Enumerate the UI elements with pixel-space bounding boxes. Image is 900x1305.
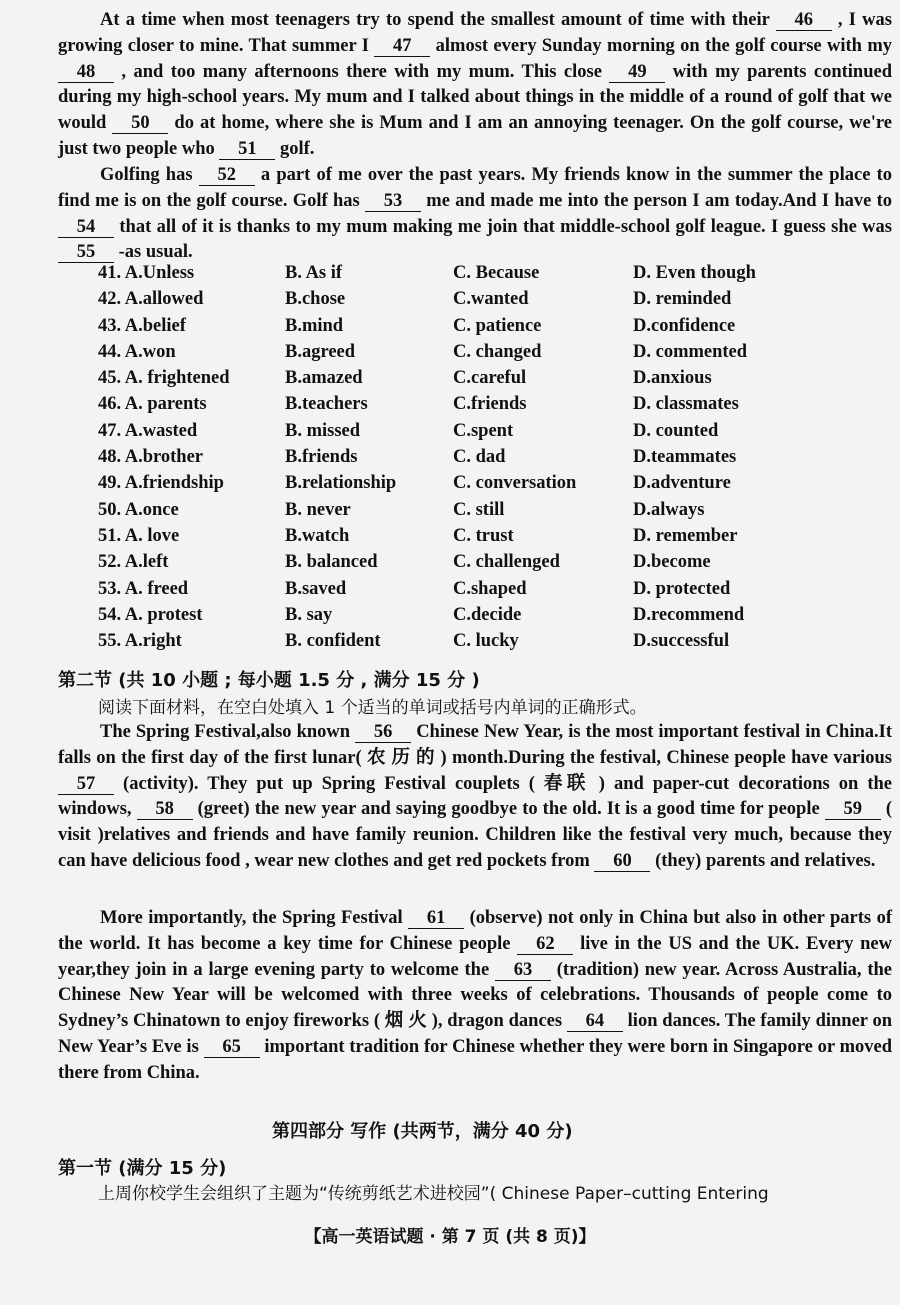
option-choice: C. dad [453, 447, 506, 468]
blank-47: 47 [374, 36, 430, 57]
option-row [98, 421, 858, 447]
blank-63: 63 [495, 960, 551, 981]
option-choice: 52. A.left [98, 552, 169, 573]
option-choice: D. counted [633, 420, 719, 441]
option-choice: D.always [633, 499, 705, 520]
option-choice: D.anxious [633, 368, 712, 389]
blank-53: 53 [365, 191, 421, 212]
option-choice: D.successful [633, 631, 730, 652]
option-choice: D. classmates [633, 394, 739, 415]
section-2-heading: 第二节 (共 10 小题 ; 每小题 1.5 分 , 满分 15 分 ) [58, 670, 480, 691]
option-row [98, 473, 858, 499]
option-row [98, 342, 858, 368]
option-choice: C. patience [453, 315, 542, 336]
blank-61: 61 [408, 908, 464, 929]
section-2-instruction: 阅读下面材料，在空白处填入 1 个适当的单词或括号内单词的正确形式。 [98, 698, 647, 718]
option-choice: B.mind [285, 315, 344, 336]
option-row [98, 552, 858, 578]
option-row [98, 631, 858, 657]
option-choice: B.friends [285, 447, 358, 468]
blank-51: 51 [219, 139, 275, 160]
option-choice: D.teammates [633, 447, 737, 468]
blank-62: 62 [517, 934, 573, 955]
option-choice: C.decide [453, 604, 522, 625]
option-choice: 47. A.wasted [98, 420, 198, 441]
option-choice: 53. A. freed [98, 578, 189, 599]
option-choice: D. Even though [633, 263, 756, 283]
option-choice: B. never [285, 499, 351, 520]
blank-46: 46 [776, 10, 832, 31]
option-row [98, 394, 858, 420]
option-choice: 45. A. frightened [98, 368, 230, 389]
section-1-heading: 第一节 (满分 15 分) [58, 1158, 227, 1179]
option-choice: C. changed [453, 341, 542, 362]
option-choice: C. Because [453, 263, 540, 283]
option-row [98, 605, 858, 631]
option-row [98, 579, 858, 605]
option-choice: D.become [633, 552, 711, 573]
option-choice: C. still [453, 499, 505, 520]
option-choice: B. missed [285, 420, 361, 441]
blank-65: 65 [204, 1037, 260, 1058]
option-choice: C. trust [453, 525, 514, 546]
option-row [98, 316, 858, 342]
option-choice: B.saved [285, 578, 347, 599]
option-choice: C.wanted [453, 289, 529, 310]
blank-57: 57 [58, 774, 114, 795]
option-choice: B.teachers [285, 394, 368, 415]
option-row [98, 500, 858, 526]
option-choice: D.adventure [633, 473, 731, 494]
option-choice: C.careful [453, 368, 527, 389]
option-choice: D. protected [633, 578, 731, 599]
blank-48: 48 [58, 62, 114, 83]
option-row [98, 368, 858, 394]
option-choice: D. reminded [633, 289, 732, 310]
option-choice: D.recommend [633, 604, 745, 625]
option-choice: B.amazed [285, 368, 363, 389]
fill-passage-paragraph-2: More importantly, the Spring Festival 61 (observe) not only in China but also in other parts of the world. It has become a key time for Chinese people 62 live in the US and the UK. Every new year,they join in a large evening party to welcome the 63 (tradition) new year. Across Australia, the Chinese New Year will be welcomed with three weeks of celebrations. Thousands of people come to Sydney’s Chinatown to enjoy fireworks ( 烟 火 ), dragon dances 64 lion dances. The family dinner on New Year’s Eve is 65 important tradition for Chinese whether they were born in Singapore or moved there from China. [58, 908, 893, 1083]
option-choice: 44. A.won [98, 341, 176, 362]
option-choice: D.confidence [633, 315, 736, 336]
option-choice: 41. A.Unless [98, 263, 195, 283]
option-choice: B. say [285, 604, 333, 625]
option-choice: 43. A.belief [98, 315, 186, 336]
cloze-options-list [98, 263, 858, 657]
option-choice: 48. A.brother [98, 447, 204, 468]
option-choice: D. remember [633, 525, 738, 546]
writing-task-intro: 上周你校学生会组织了主题为“传统剪纸艺术进校园”( Chinese Paper–cutting Entering [98, 1184, 769, 1204]
option-choice: B.chose [285, 289, 346, 310]
option-choice: 46. A. parents [98, 394, 207, 415]
option-choice: B.watch [285, 525, 350, 546]
blank-52: 52 [199, 165, 255, 186]
option-choice: C. challenged [453, 552, 560, 573]
option-choice: B. confident [285, 631, 381, 652]
option-choice: B. As if [285, 263, 343, 283]
cloze-passage-paragraph-2: Golfing has 52 a part of me over the past years. My friends know in the summer the place to find me is on the golf course. Golf has 53 me and made me into the person I am today.And I have to 54 that all of it is thanks to my mum making me join that middle-school golf league. I guess she was 55 -as usual. [58, 165, 893, 263]
option-choice: D. commented [633, 341, 748, 362]
fill-passage-paragraph-1: The Spring Festival,also known 56 Chinese New Year, is the most important festival in China.It falls on the first day of the first lunar( 农 历 的 ) month.During the festival, Chinese people have various 57 (activity). They put up Spring Festival couplets ( 春联 ) and paper-cut decorations on the windows, 58 (greet) the new year and saying goodbye to the old. It is a good time for people 59 ( visit )relatives and friends and have family reunion. Children like the festival very much, because they can have delicious food , wear new clothes and get red pockets from 60 (they) parents and relatives. [58, 722, 892, 871]
option-choice: B.agreed [285, 341, 356, 362]
blank-55: 55 [58, 242, 114, 263]
blank-50: 50 [112, 113, 168, 134]
option-choice: C.shaped [453, 578, 527, 599]
option-choice: C.spent [453, 420, 514, 441]
blank-59: 59 [825, 799, 881, 820]
option-choice: 51. A. love [98, 525, 180, 546]
option-choice: B.relationship [285, 473, 397, 494]
option-row [98, 263, 858, 289]
option-choice: C. conversation [453, 473, 577, 494]
page-footer: 【高一英语试题 · 第 7 页 (共 8 页)】 [304, 1227, 596, 1247]
blank-56: 56 [355, 722, 411, 743]
blank-58: 58 [137, 799, 193, 820]
option-choice: 42. A.allowed [98, 289, 204, 310]
blank-60: 60 [594, 851, 650, 872]
cloze-passage-paragraph-1: At a time when most teenagers try to spend the smallest amount of time with their 46 , I was growing closer to mine. That summer I 47 almost every Sunday morning on the golf course with my 48 , and too many afternoons there with my mum. This close 49 with my parents continued during my high-school years. My mum and I talked about things in the middle of a round of golf that we would 50 do at home, where she is Mum and I am an annoying teenager. On the golf course, we're just two people who 51 golf. [58, 10, 893, 159]
blank-49: 49 [609, 62, 665, 83]
option-choice: 55. A.right [98, 631, 182, 652]
option-choice: C. lucky [453, 631, 519, 652]
option-row [98, 447, 858, 473]
blank-54: 54 [58, 217, 114, 238]
option-row [98, 289, 858, 315]
blank-64: 64 [567, 1011, 623, 1032]
option-choice: B. balanced [285, 552, 378, 573]
part-4-heading: 第四部分 写作 (共两节，满分 40 分) [272, 1121, 573, 1142]
option-choice: 50. A.once [98, 499, 179, 520]
option-choice: 54. A. protest [98, 604, 203, 625]
option-choice: C.friends [453, 394, 527, 415]
option-row [98, 526, 858, 552]
option-choice: 49. A.friendship [98, 473, 224, 494]
